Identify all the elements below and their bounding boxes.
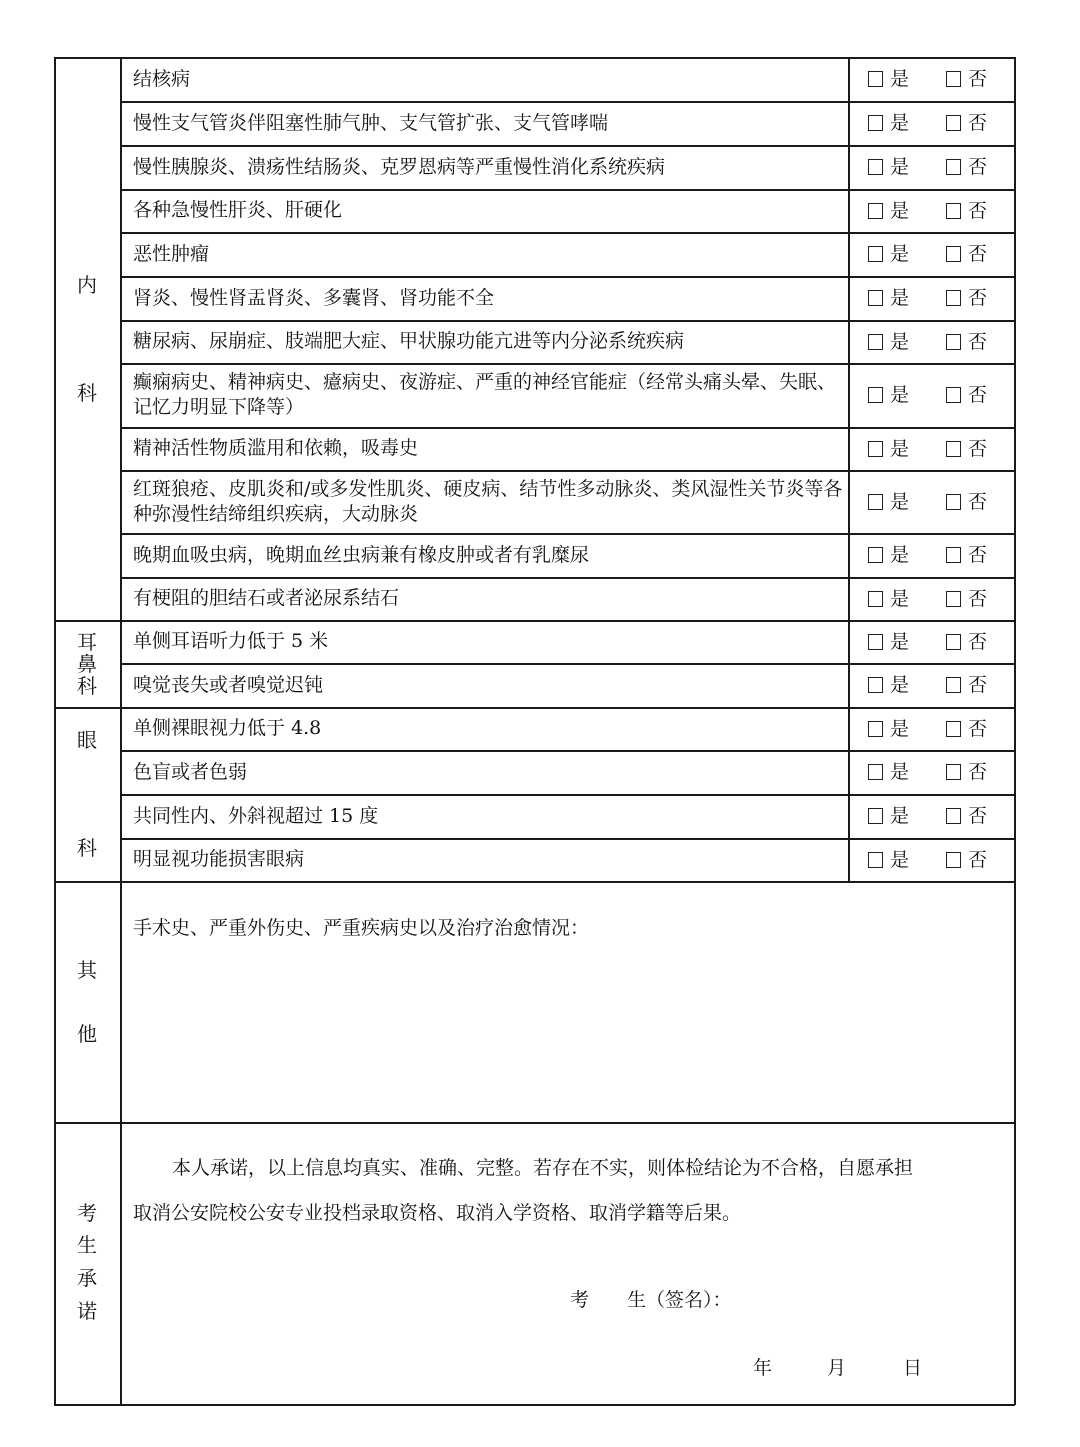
no-label: 否	[968, 587, 988, 610]
no-label: 否	[968, 490, 988, 513]
yes-checkbox[interactable]	[868, 634, 883, 650]
no-label: 否	[968, 243, 988, 265]
yes-label: 是	[890, 287, 910, 309]
category-label-char: 他	[77, 1022, 97, 1046]
no-checkbox[interactable]	[946, 634, 961, 650]
no-checkbox[interactable]	[946, 334, 961, 350]
condition-item: 慢性支气管炎伴阻塞性肺气肿、支气管扩张、支气管哮喘	[133, 111, 609, 134]
yes-option[interactable]	[868, 489, 909, 515]
yes-option[interactable]	[868, 382, 909, 408]
category-label-char: 考	[77, 1201, 97, 1225]
row-divider	[120, 427, 1014, 429]
no-checkbox[interactable]	[946, 203, 961, 219]
condition-item: 晚期血吸虫病，晚期血丝虫病兼有橡皮肿或者有乳糜尿	[133, 543, 590, 566]
condition-item: 有梗阻的胆结石或者泌尿系结石	[133, 587, 400, 609]
yes-label: 是	[890, 112, 910, 134]
condition-item: 单侧裸眼视力低于 4.8	[133, 717, 322, 739]
yes-label: 是	[890, 717, 910, 740]
no-checkbox[interactable]	[946, 677, 961, 693]
no-option[interactable]	[946, 154, 987, 180]
category-label-char: 承	[77, 1266, 97, 1290]
no-checkbox[interactable]	[946, 721, 961, 737]
yes-option[interactable]	[868, 586, 909, 612]
yes-label: 是	[890, 68, 910, 90]
yes-option[interactable]	[868, 110, 909, 136]
category-label-char: 其	[77, 958, 97, 982]
no-label: 否	[968, 384, 988, 406]
row-divider	[120, 189, 1014, 191]
table-border-right	[1014, 57, 1016, 1405]
no-option[interactable]	[946, 586, 987, 612]
table-border-bottom	[54, 1404, 1015, 1406]
row-divider	[120, 663, 1014, 665]
yes-checkbox[interactable]	[868, 677, 883, 693]
signature-label: 考 生（签名）：	[570, 1289, 732, 1311]
yes-checkbox[interactable]	[868, 808, 883, 824]
condition-item: 共同性内、外斜视超过 15 度	[133, 804, 379, 827]
yes-label: 是	[890, 630, 910, 653]
no-checkbox[interactable]	[946, 159, 961, 175]
section-divider	[54, 1122, 1014, 1124]
no-option[interactable]	[946, 285, 987, 311]
date-day-label: 日	[903, 1357, 923, 1379]
yes-option[interactable]	[868, 759, 909, 785]
yes-option[interactable]	[868, 66, 909, 92]
section-divider	[54, 881, 1014, 883]
no-label: 否	[968, 68, 988, 90]
row-divider	[120, 276, 1014, 278]
condition-item: 肾炎、慢性肾盂肾炎、多囊肾、肾功能不全	[133, 286, 495, 309]
yes-checkbox[interactable]	[868, 246, 883, 262]
yes-label: 是	[890, 848, 910, 871]
yes-label: 是	[890, 544, 910, 566]
yes-checkbox[interactable]	[868, 387, 883, 403]
yes-checkbox[interactable]	[868, 852, 883, 868]
no-label: 否	[968, 674, 988, 696]
no-label: 否	[968, 717, 988, 740]
row-divider	[120, 533, 1014, 535]
yes-checkbox[interactable]	[868, 159, 883, 175]
no-checkbox[interactable]	[946, 290, 961, 306]
no-option[interactable]	[946, 716, 987, 742]
no-checkbox[interactable]	[946, 591, 961, 607]
no-option[interactable]	[946, 110, 987, 136]
no-checkbox[interactable]	[946, 71, 961, 87]
yes-option[interactable]	[868, 285, 909, 311]
no-label: 否	[968, 287, 988, 309]
yes-option[interactable]	[868, 436, 909, 462]
yes-checkbox[interactable]	[868, 494, 883, 510]
yes-checkbox[interactable]	[868, 721, 883, 737]
category-label-char: 生	[77, 1233, 97, 1257]
category-label-char: 科	[77, 673, 97, 698]
no-checkbox[interactable]	[946, 494, 961, 510]
yes-option[interactable]	[868, 803, 909, 829]
condition-item: 结核病	[133, 67, 191, 90]
option-column-divider	[848, 57, 850, 620]
yes-option[interactable]	[868, 329, 909, 355]
no-option[interactable]	[946, 66, 987, 92]
yes-label: 是	[890, 490, 910, 513]
yes-label: 是	[890, 761, 910, 783]
condition-item: 癫痫病史、精神病史、癔病史、夜游症、严重的神经官能症（经常头痛头晕、失眠、记忆力明显下降等）	[133, 371, 837, 418]
condition-item: 恶性肿瘤	[133, 242, 210, 265]
no-option[interactable]	[946, 542, 987, 568]
condition-item: 单侧耳语听力低于 5 米	[133, 630, 329, 652]
no-option[interactable]	[946, 436, 987, 462]
section-divider	[54, 707, 1014, 709]
section-divider	[54, 620, 1014, 622]
yes-checkbox[interactable]	[868, 547, 883, 563]
yes-option[interactable]	[868, 542, 909, 568]
no-option[interactable]	[946, 329, 987, 355]
yes-label: 是	[890, 156, 910, 178]
no-option[interactable]	[946, 803, 987, 829]
category-label-char: 眼	[77, 728, 97, 752]
signature-field[interactable]	[745, 1287, 995, 1313]
no-label: 否	[968, 199, 988, 222]
no-option[interactable]	[946, 759, 987, 785]
yes-option[interactable]	[868, 154, 909, 180]
condition-item: 明显视功能损害眼病	[133, 848, 305, 870]
no-label: 否	[968, 544, 988, 566]
row-divider	[120, 750, 1014, 752]
condition-item: 红斑狼疮、皮肌炎和/或多发性肌炎、硬皮病、结节性多动脉炎、类风湿性关节炎等各种弥漫性结缔组织疾病，大动脉炎	[133, 477, 843, 525]
yes-option[interactable]	[868, 716, 909, 742]
row-divider	[120, 577, 1014, 579]
category-label-char: 科	[77, 380, 97, 405]
no-checkbox[interactable]	[946, 808, 961, 824]
yes-label: 是	[890, 437, 910, 460]
no-checkbox[interactable]	[946, 115, 961, 131]
no-checkbox[interactable]	[946, 387, 961, 403]
no-checkbox[interactable]	[946, 441, 961, 457]
no-label: 否	[968, 630, 988, 653]
pledge-text-line-2: 取消公安院校公安专业投档录取资格、取消入学资格、取消学籍等后果。	[133, 1202, 742, 1224]
condition-item: 色盲或者色弱	[133, 760, 248, 783]
row-divider	[120, 232, 1014, 234]
row-divider	[120, 794, 1014, 796]
category-label-char: 诺	[77, 1299, 97, 1323]
other-history-input[interactable]	[133, 950, 1003, 1110]
row-divider	[120, 838, 1014, 840]
yes-label: 是	[890, 243, 910, 265]
no-checkbox[interactable]	[946, 852, 961, 868]
yes-label: 是	[890, 384, 910, 406]
no-label: 否	[968, 437, 988, 460]
no-label: 否	[968, 761, 988, 783]
category-label-char: 耳	[77, 629, 97, 654]
yes-checkbox[interactable]	[868, 591, 883, 607]
row-divider	[120, 363, 1014, 365]
yes-option[interactable]	[868, 629, 909, 655]
yes-label: 是	[890, 674, 910, 696]
no-label: 否	[968, 112, 988, 134]
no-option[interactable]	[946, 847, 987, 873]
no-option[interactable]	[946, 382, 987, 408]
condition-item: 精神活性物质滥用和依赖，吸毒史	[133, 437, 419, 459]
no-option[interactable]	[946, 198, 987, 224]
other-history-prompt: 手术史、严重外伤史、严重疾病史以及治疗治愈情况：	[133, 917, 590, 939]
yes-checkbox[interactable]	[868, 115, 883, 131]
pledge-text-line-1: 本人承诺，以上信息均真实、准确、完整。若存在不实，则体检结论为不合格，自愿承担	[172, 1157, 914, 1179]
no-checkbox[interactable]	[946, 547, 961, 563]
yes-checkbox[interactable]	[868, 441, 883, 457]
no-label: 否	[968, 848, 988, 871]
row-divider	[120, 320, 1014, 322]
condition-item: 慢性胰腺炎、溃疡性结肠炎、克罗恩病等严重慢性消化系统疾病	[133, 155, 666, 178]
no-label: 否	[968, 156, 988, 178]
no-option[interactable]	[946, 489, 987, 515]
yes-checkbox[interactable]	[868, 334, 883, 350]
yes-label: 是	[890, 805, 910, 827]
condition-item: 嗅觉丧失或者嗅觉迟钝	[133, 673, 324, 696]
category-column-divider	[120, 57, 122, 1404]
row-divider	[120, 101, 1014, 103]
category-label-char: 内	[77, 272, 97, 297]
row-divider	[120, 470, 1014, 472]
yes-label: 是	[890, 587, 910, 610]
date-month-label: 月	[827, 1357, 847, 1379]
condition-item: 糖尿病、尿崩症、肢端肥大症、甲状腺功能亢进等内分泌系统疾病	[133, 330, 685, 352]
no-option[interactable]	[946, 629, 987, 655]
yes-checkbox[interactable]	[868, 71, 883, 87]
yes-option[interactable]	[868, 847, 909, 873]
no-checkbox[interactable]	[946, 764, 961, 780]
no-option[interactable]	[946, 672, 987, 698]
yes-checkbox[interactable]	[868, 764, 883, 780]
condition-item: 各种急慢性肝炎、肝硬化	[133, 199, 343, 221]
row-divider	[120, 145, 1014, 147]
no-label: 否	[968, 330, 988, 353]
yes-checkbox[interactable]	[868, 290, 883, 306]
date-year-label: 年	[753, 1357, 773, 1379]
yes-label: 是	[890, 330, 910, 353]
yes-label: 是	[890, 199, 910, 222]
no-option[interactable]	[946, 241, 987, 267]
no-label: 否	[968, 805, 988, 827]
category-label-char: 鼻	[77, 651, 97, 676]
yes-checkbox[interactable]	[868, 203, 883, 219]
yes-option[interactable]	[868, 198, 909, 224]
table-border-top	[54, 57, 1014, 59]
no-checkbox[interactable]	[946, 246, 961, 262]
category-label-char: 科	[77, 836, 97, 860]
yes-option[interactable]	[868, 241, 909, 267]
yes-option[interactable]	[868, 672, 909, 698]
